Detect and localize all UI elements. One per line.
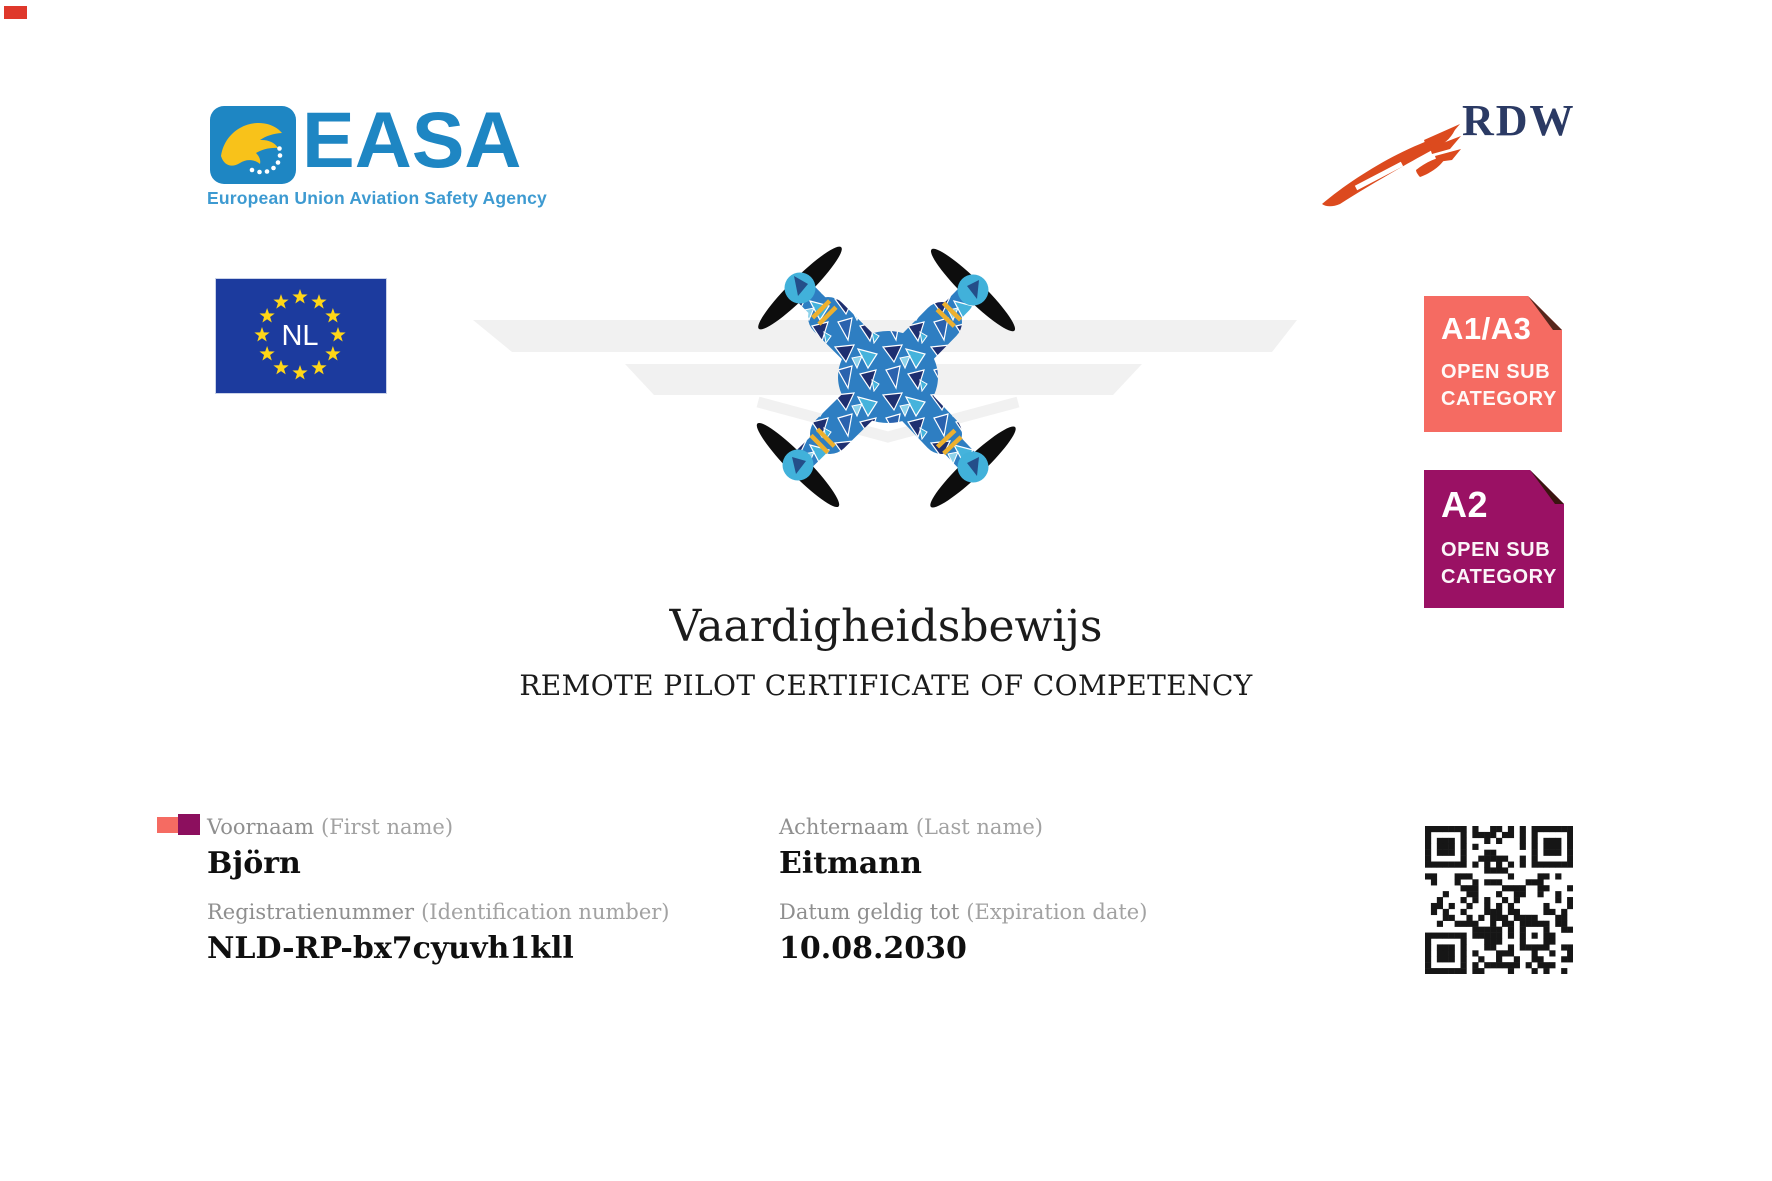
rdw-wing-icon: [1320, 122, 1462, 210]
badge-a1a3-line2: CATEGORY: [1441, 388, 1557, 410]
certificate-title-dutch: Vaardigheidsbewijs: [669, 601, 1103, 652]
eu-flag: [215, 278, 387, 394]
first-name-label: Voornaam: [207, 815, 315, 839]
easa-acronym: EASA: [302, 95, 522, 184]
last-name-value: Eitmann: [779, 846, 922, 881]
expiration-value: 10.08.2030: [779, 931, 967, 966]
id-number-label: Registratienummer: [207, 900, 415, 924]
field-last-name: [779, 814, 1339, 884]
certificate-title-english: REMOTE PILOT CERTIFICATE OF COMPETENCY: [519, 669, 1253, 702]
badge-a2-open-subcategory: [1424, 470, 1564, 608]
color-swatch-salmon: [157, 817, 178, 833]
badge-a2-line2: CATEGORY: [1441, 566, 1557, 588]
field-identification-number: [207, 899, 767, 969]
easa-logo: [207, 95, 547, 216]
rdw-logo: [1320, 96, 1580, 216]
badge-a1a3-open-subcategory: [1424, 296, 1562, 432]
last-name-label: Achternaam: [779, 815, 909, 839]
id-number-value: NLD-RP-bx7cyuvh1kll: [207, 931, 574, 966]
easa-full-name: European Union Aviation Safety Agency: [207, 188, 547, 208]
folded-corner-icon: [1528, 296, 1562, 330]
field-expiration-date: [779, 899, 1339, 969]
color-swatch-magenta: [178, 814, 200, 835]
expiration-label: Datum geldig tot: [779, 900, 960, 924]
drone-illustration-icon: [640, 200, 1140, 530]
last-name-label-en: (Last name): [915, 815, 1043, 839]
easa-bird-icon: [210, 106, 296, 184]
badge-a1a3-code: A1/A3: [1441, 311, 1532, 346]
field-first-name: [207, 814, 767, 884]
rdw-name: RDW: [1462, 96, 1576, 145]
first-name-label-en: (First name): [321, 815, 454, 839]
badge-a2-code: A2: [1441, 484, 1489, 525]
flag-country-code: NL: [281, 320, 319, 352]
id-number-label-en: (Identification number): [421, 900, 670, 924]
folded-corner-icon: [1530, 470, 1564, 504]
badge-a1a3-line1: OPEN SUB: [1441, 361, 1551, 383]
expiration-label-en: (Expiration date): [966, 900, 1148, 924]
badge-a2-line1: OPEN SUB: [1441, 539, 1551, 561]
corner-mark: [4, 6, 27, 19]
first-name-value: Björn: [207, 846, 301, 881]
qr-code: [1425, 826, 1573, 974]
